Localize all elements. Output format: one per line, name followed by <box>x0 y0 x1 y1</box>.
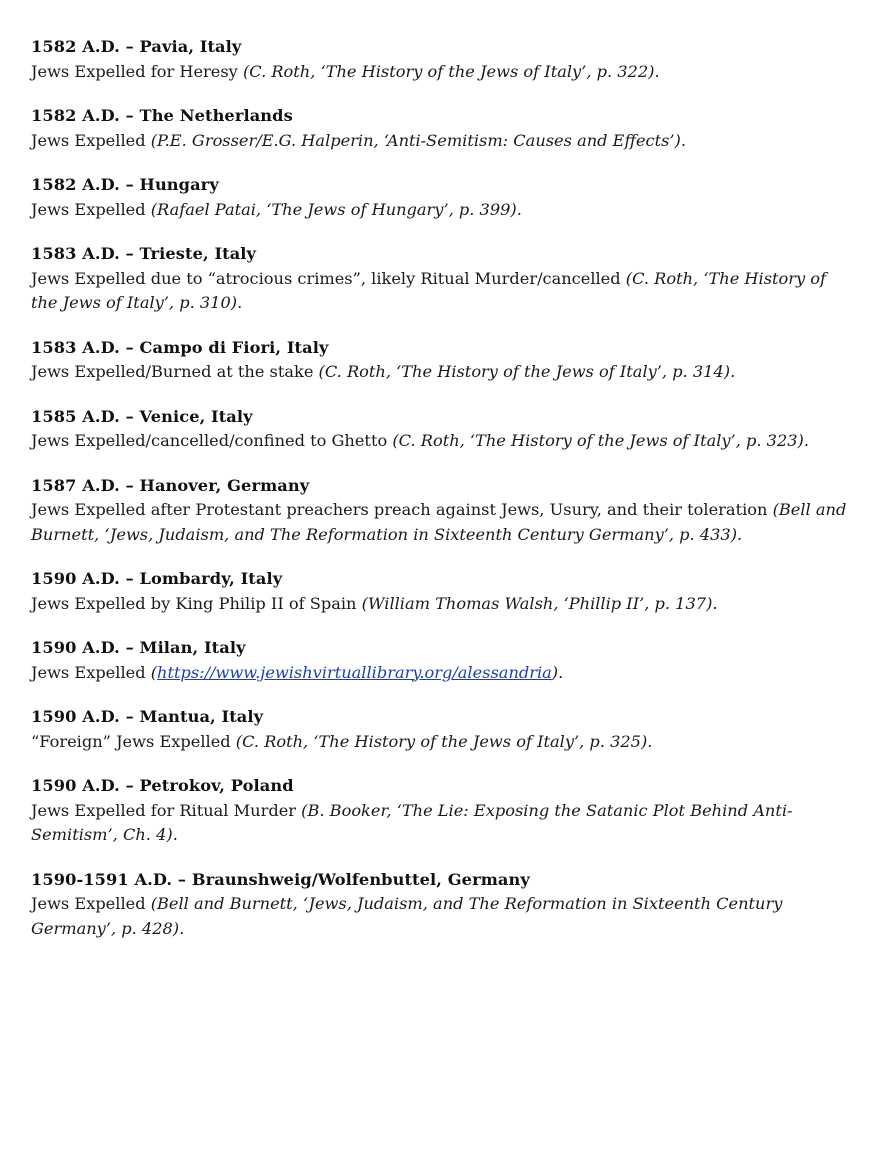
entry-citation: (William Thomas Walsh, ‘Phillip II’, p. 137). <box>361 593 718 613</box>
entry-heading: 1590-1591 A.D. – Braunshweig/Wolfenbuttel, Germany <box>31 869 530 889</box>
entry-text: Jews Expelled due to “atrocious crimes”, likely Ritual Murder/cancelled <box>31 268 626 288</box>
entry-mantua <box>31 705 848 754</box>
entry-text: Jews Expelled by King Philip II of Spain <box>31 593 362 613</box>
entry-text: Jews Expelled/cancelled/confined to Ghetto <box>31 431 393 450</box>
entry-heading: 1590 A.D. – Lombardy, Italy <box>31 569 283 588</box>
entry-milan <box>31 636 848 685</box>
entry-hanover <box>31 474 848 548</box>
entry-hungary <box>31 173 848 222</box>
entry-campo-di-fiori <box>31 336 848 385</box>
entry-citation <box>151 663 564 682</box>
entry-text: Jews Expelled after Protestant preachers preach against Jews, Usury, and their toleration <box>31 500 773 519</box>
entry-heading: 1583 A.D. – Campo di Fiori, Italy <box>31 337 329 357</box>
entry-lombardy <box>31 567 848 616</box>
entry-body <box>31 429 848 454</box>
entry-citation: (Bell and Burnett, ‘Jews, Judaism, and The Reformation in Sixteenth Century Germany’, p. 428). <box>31 894 783 938</box>
entry-text: Jews Expelled <box>31 894 151 913</box>
entry-citation: (C. Roth, ‘The History of the Jews of Italy’, p. 310). <box>31 268 827 312</box>
entry-body <box>31 129 848 154</box>
entry-trieste <box>31 242 848 316</box>
entry-body <box>31 498 848 547</box>
entry-heading: 1587 A.D. – Hanover, Germany <box>31 475 310 495</box>
entry-body <box>31 799 848 848</box>
entry-citation: (C. Roth, ‘The History of the Jews of Italy’, p. 314). <box>318 362 736 381</box>
entry-heading: 1582 A.D. – Hungary <box>31 175 219 194</box>
entry-heading: 1585 A.D. – Venice, Italy <box>31 406 253 426</box>
entry-citation: (C. Roth, ‘The History of the Jews of Italy’, p. 325). <box>235 731 653 751</box>
entry-body <box>31 60 848 85</box>
entry-text: Jews Expelled <box>31 199 151 219</box>
entry-citation: (B. Booker, ‘The Lie: Exposing the Satanic Plot Behind Anti-Semitism’, Ch. 4). <box>31 800 793 844</box>
entry-body <box>31 198 848 223</box>
entry-text: Jews Expelled for Heresy <box>31 61 243 81</box>
entry-heading: 1582 A.D. – The Netherlands <box>31 106 293 125</box>
entry-citation: (Bell and Burnett, ‘Jews, Judaism, and The Reformation in Sixteenth Century Germany’, p. 433). <box>31 500 847 544</box>
entry-citation: (P.E. Grosser/E.G. Halperin, ‘Anti-Semitism: Causes and Effects’). <box>150 130 687 150</box>
entry-venice <box>31 405 848 454</box>
entry-heading: 1590 A.D. – Milan, Italy <box>31 638 246 657</box>
entry-text: Jews Expelled <box>31 662 151 682</box>
entry-petrokov <box>31 774 848 848</box>
entry-heading: 1590 A.D. – Petrokov, Poland <box>31 776 294 795</box>
entry-body <box>31 661 848 686</box>
entry-heading: 1582 A.D. – Pavia, Italy <box>31 37 242 56</box>
entry-heading: 1583 A.D. – Trieste, Italy <box>31 244 257 263</box>
citation-open-paren: ( <box>150 662 158 682</box>
entry-citation: (C. Roth, ‘The History of the Jews of Italy’, p. 323). <box>392 431 810 450</box>
entry-braunshweig <box>31 868 848 942</box>
entry-pavia <box>31 35 848 84</box>
entry-body <box>31 730 848 755</box>
entry-citation: (Rafael Patai, ‘The Jews of Hungary’, p. 399). <box>150 199 522 219</box>
entry-netherlands <box>31 104 848 153</box>
entry-body <box>31 892 848 941</box>
entry-citation: (C. Roth, ‘The History of the Jews of Italy’, p. 322). <box>242 61 660 81</box>
entry-text: Jews Expelled for Ritual Murder <box>31 800 302 820</box>
entry-heading: 1590 A.D. – Mantua, Italy <box>31 707 264 726</box>
entry-text: Jews Expelled/Burned at the stake <box>31 362 319 381</box>
entry-body <box>31 360 848 385</box>
citation-close-paren: ). <box>551 662 564 682</box>
entry-body <box>31 592 848 617</box>
source-link[interactable]: https://www.jewishvirtuallibrary.org/alessandria <box>157 662 552 682</box>
entry-body <box>31 267 848 316</box>
entry-text: “Foreign” Jews Expelled <box>31 731 236 751</box>
entry-text: Jews Expelled <box>31 130 151 150</box>
